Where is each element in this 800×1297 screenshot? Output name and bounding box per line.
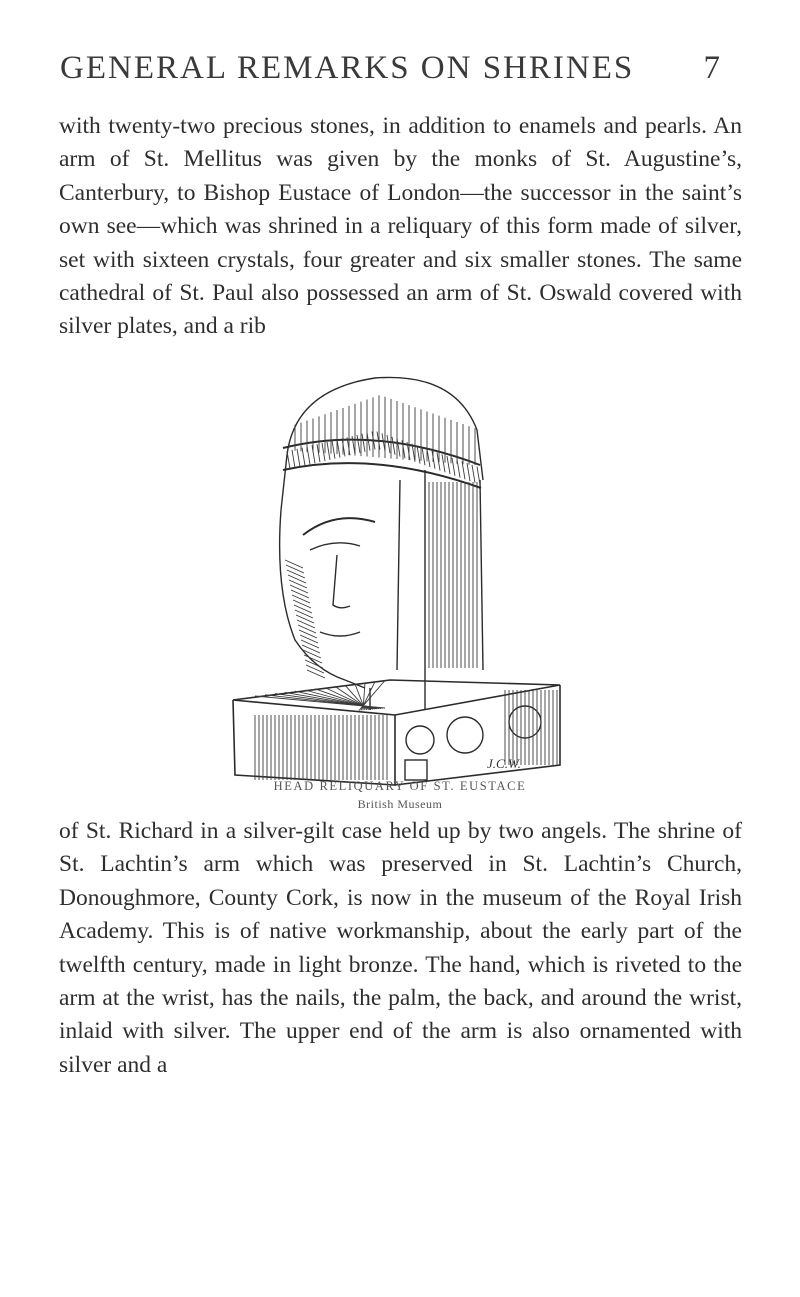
running-head xyxy=(60,50,720,90)
hatch-line xyxy=(427,449,430,467)
hatch-line xyxy=(467,463,470,481)
hatch-line xyxy=(437,453,440,471)
hatch-line xyxy=(299,630,317,638)
hatch-line xyxy=(387,435,390,453)
artist-monogram: J.C.W. xyxy=(487,756,521,771)
hatch-line xyxy=(285,560,303,568)
hatch-line xyxy=(287,451,290,469)
hatch-line xyxy=(357,435,360,453)
hatch-line xyxy=(291,590,309,598)
hatch-line xyxy=(288,575,306,583)
hatch-line xyxy=(327,442,330,460)
hatch-line xyxy=(287,570,305,578)
figure-caption: HEAD RELIQUARY OF ST. EUSTACE xyxy=(273,779,527,793)
hatch-line xyxy=(295,610,313,618)
hatch-line xyxy=(292,450,295,468)
hatch-line xyxy=(457,460,460,478)
hatch-line xyxy=(477,467,480,485)
hatch-line xyxy=(286,565,304,573)
hatch-line xyxy=(342,438,345,456)
hatch-line xyxy=(301,640,319,648)
hatch-line xyxy=(322,443,325,461)
hatch-line xyxy=(337,440,340,458)
hatch-line xyxy=(367,433,370,451)
hatch-line xyxy=(292,595,310,603)
hatch-line xyxy=(294,605,312,613)
hatch-line xyxy=(302,448,305,466)
hatch-line xyxy=(362,434,365,452)
reliquary-drawing xyxy=(225,370,570,790)
hatch-line xyxy=(359,680,385,710)
hatch-line xyxy=(317,444,320,462)
paragraph-bottom: of St. Richard in a silver-gilt case held up by two angels. The shrine of St. Lachtin’s arm which was preserved in St. Lachtin’s Church, Donoughmore, County Cork, is now in the museum of the Royal Irish Academy. This is of native workmanship, about the early part of the twelfth century, made in light bronze. The hand, which is riveted to the arm at the wrist, has the nails, the palm, the back, and around the wrist, inlaid with silver. The upper end of the arm is also ornamented with silver and a xyxy=(59,818,742,1078)
reliquary-illustration xyxy=(225,370,570,790)
hatch-line xyxy=(417,446,420,464)
hatch-line xyxy=(462,461,465,479)
paragraph-top: with twenty-two precious stones, in addition to enamels and pearls. An arm of St. Mellitus was given by the monks of St. Augustine’s, Canterbury, to Bishop Eustace of London—the successor in the saint’s own see—which was shrined in a reliquary of this form made of silver, set with sixteen crystals, four greater and six smaller stones. The same cathedral of St. Paul also possessed an arm of St. Oswald covered with silver plates, and a rib xyxy=(59,113,742,340)
hatch-line xyxy=(312,445,315,463)
hatch-line xyxy=(452,458,455,476)
page-number: 7 xyxy=(703,50,720,86)
hatch-line xyxy=(297,449,300,467)
running-title: GENERAL REMARKS ON SHRINES xyxy=(60,50,635,86)
hatch-line xyxy=(472,465,475,483)
hatch-line xyxy=(392,437,395,455)
hatch-line xyxy=(307,446,310,464)
hatch-line xyxy=(307,670,325,678)
hatch-line xyxy=(447,456,450,474)
hatch-line xyxy=(442,454,445,472)
hatch-line xyxy=(298,625,316,633)
hatch-line xyxy=(397,439,400,457)
hatch-line xyxy=(290,585,308,593)
hatch-line xyxy=(296,615,314,623)
hatch-line xyxy=(432,451,435,469)
hatch-line xyxy=(289,580,307,588)
hatch-line xyxy=(297,620,315,628)
hatch-line xyxy=(293,600,311,608)
hatch-line xyxy=(332,441,335,459)
figure-credit: British Museum xyxy=(357,797,443,811)
hatch-line xyxy=(422,447,425,465)
hatch-line xyxy=(306,665,324,673)
hatch-line xyxy=(300,635,318,643)
